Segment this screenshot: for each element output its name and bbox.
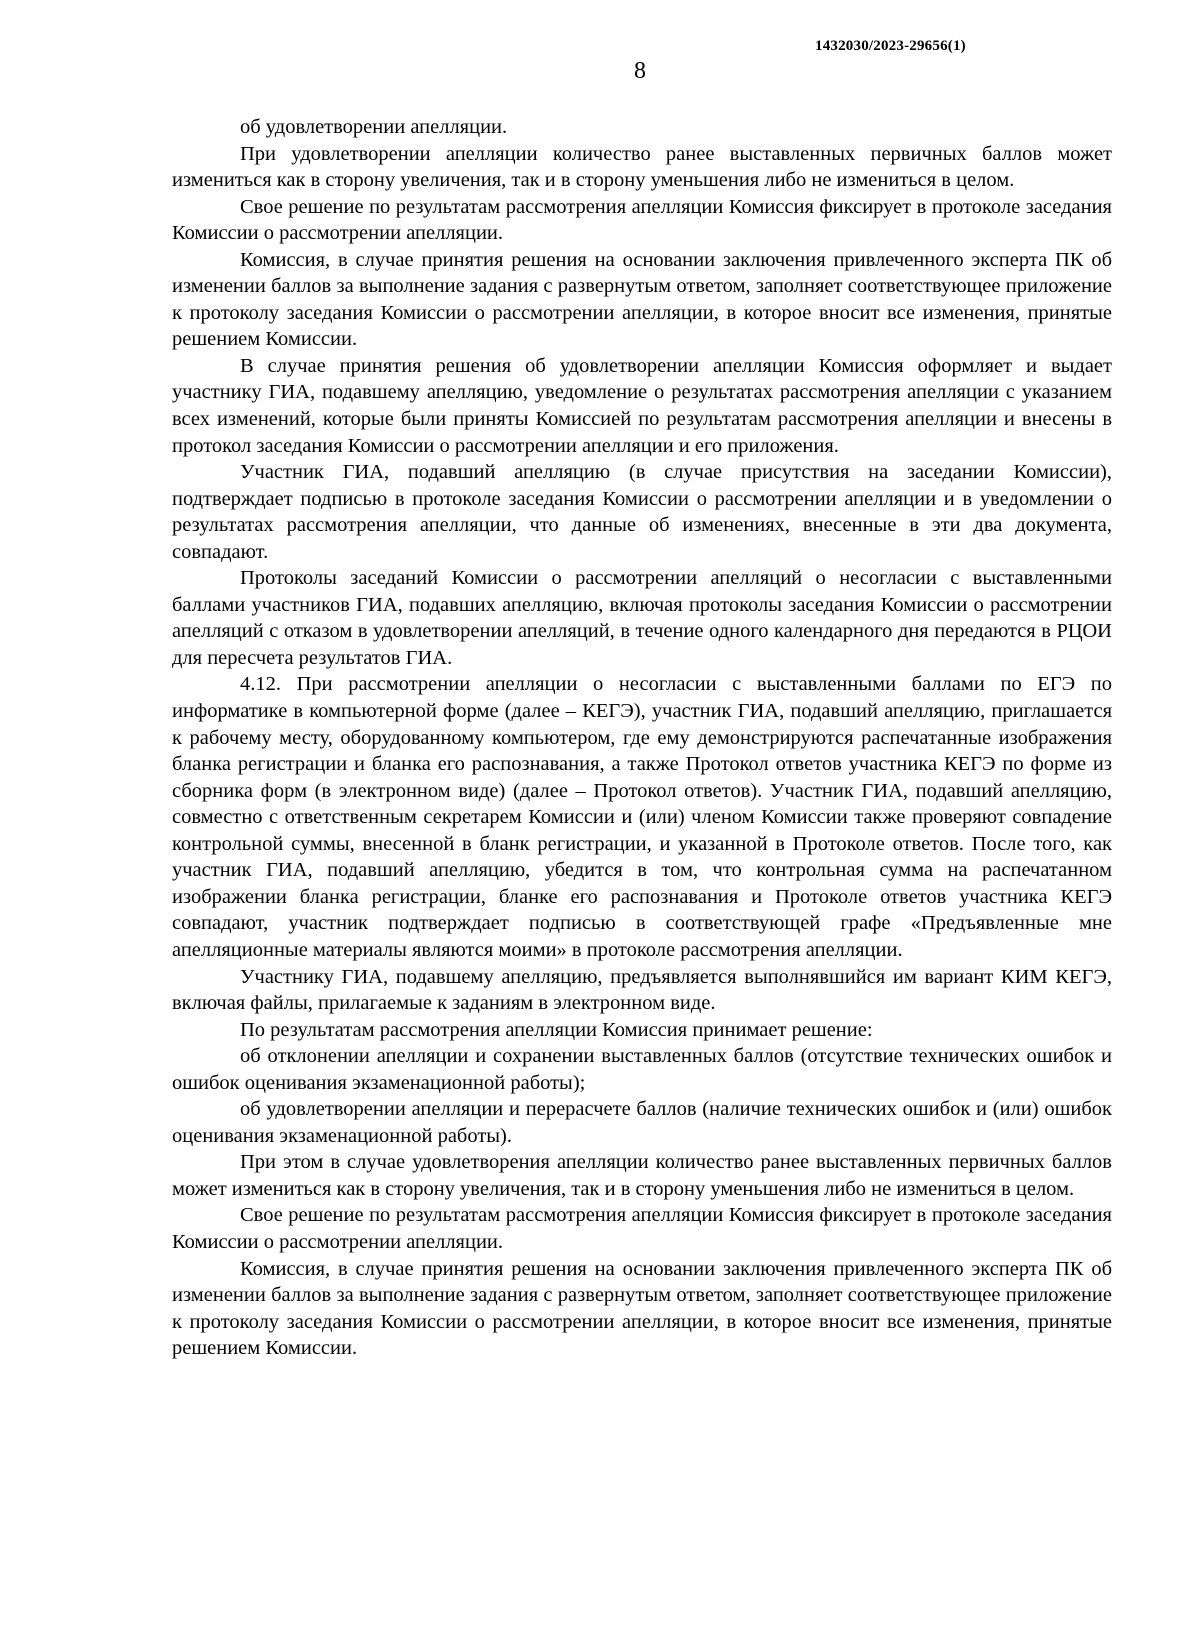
paragraph: При этом в случае удовлетворения апелляции количество ранее выставленных первичных баллов может измениться как в сторону увеличения, так и в сторону уменьшения либо не измениться в целом. [172,1151,1112,1200]
paragraph: Комиссия, в случае принятия решения на основании заключения привлеченного эксперта ПК об изменении баллов за выполнение задания с развернутым ответом, заполняет соответствующее приложение к протоколу заседания Комиссии о рассмотрении апелляции, в которое вносит все изменения, принятые решением Комиссии. [172,1257,1112,1360]
decision-option-reject: об отклонении апелляции и сохранении выставленных баллов (отсутствие технических ошибок и ошибок оценивания экзаменационной работы); [172,1045,1112,1094]
paragraph: Комиссия, в случае принятия решения на основании заключения привлеченного эксперта ПК об изменении баллов за выполнение задания с развернутым ответом, заполняет соответствующее приложение к протоколу заседания Комиссии о рассмотрении апелляции, в которое вносит все изменения, принятые решением Комиссии. [172,248,1112,351]
paragraph: Свое решение по результатам рассмотрения апелляции Комиссия фиксирует в протоколе заседания Комиссии о рассмотрении апелляции. [172,195,1112,245]
document-id: 1432030/2023-29656(1) [815,38,966,54]
paragraph: Участнику ГИА, подавшему апелляцию, предъявляется выполнявшийся им вариант КИМ КЕГЭ, включая файлы, прилагаемые к заданиям в электронном виде. [172,965,1112,1015]
page-number: 8 [634,58,646,84]
paragraph: Свое решение по результатам рассмотрения апелляции Комиссия фиксирует в протоколе заседания Комиссии о рассмотрении апелляции. [172,1204,1112,1253]
section-4-12-paragraph: 4.12. При рассмотрении апелляции о несогласии с выставленными баллами по ЕГЭ по информатике в компьютерной форме (далее – КЕГЭ), участник ГИА, подавший апелляцию, приглашается к рабочему месту, оборудованному компьютером, где ему демонстрируются распечатанные изображения бланка регистрации и бланка его распознавания, а также Протокол ответов участника КЕГЭ по форме из сборника форм (в электронном виде) (далее – Протокол ответов). Участник ГИА, подавший апелляцию, совместно с ответственным секретарем Комиссии и (или) членом Комиссии также проверяют совпадение контрольной суммы, внесенной в бланк регистрации, и указанной в Протоколе ответов. После того, как участник ГИА, подавший апелляцию, убедится в том, что контрольная сумма на распечатанном изображении бланка регистрации, бланке его распознавания и Протоколе ответов участника КЕГЭ совпадают, участник подтверждает подписью в соответствующей графе «Предъявленные мне апелляционные материалы являются моими» в протоколе рассмотрения апелляции. [172,673,1112,961]
document-body [172,114,1112,1362]
paragraph: В случае принятия решения об удовлетворении апелляции Комиссия оформляет и выдает участнику ГИА, подавшему апелляцию, уведомление о результатах рассмотрения апелляции с указанием всех изменений, которые были приняты Комиссией по результатам рассмотрения апелляции и внесены в протокол заседания Комиссии о рассмотрении апелляции и его приложения. [172,354,1112,457]
paragraph: Участник ГИА, подавший апелляцию (в случае присутствия на заседании Комиссии), подтверждает подписью в протоколе заседания Комиссии о рассмотрении апелляции и в уведомлении о результатах рассмотрения апелляции, что данные об изменениях, внесенные в эти два документа, совпадают. [172,461,1112,563]
paragraph: Протоколы заседаний Комиссии о рассмотрении апелляций о несогласии с выставленными баллами участников ГИА, подавших апелляцию, включая протоколы заседания Комиссии о рассмотрении апелляций с отказом в удовлетворении апелляций, в течение одного календарного дня передаются в РЦОИ для пересчета результатов ГИА. [172,567,1112,669]
paragraph: При удовлетворении апелляции количество ранее выставленных первичных баллов может измениться как в сторону увеличения, так и в сторону уменьшения либо не измениться в целом. [172,142,1112,192]
decision-option-satisfy: об удовлетворении апелляции и перерасчете баллов (наличие технических ошибок и (или) ошибок оценивания экзаменационной работы). [172,1098,1112,1147]
paragraph: об удовлетворении апелляции. [240,116,508,138]
paragraph: По результатам рассмотрения апелляции Комиссия принимает решение: [240,1018,873,1041]
